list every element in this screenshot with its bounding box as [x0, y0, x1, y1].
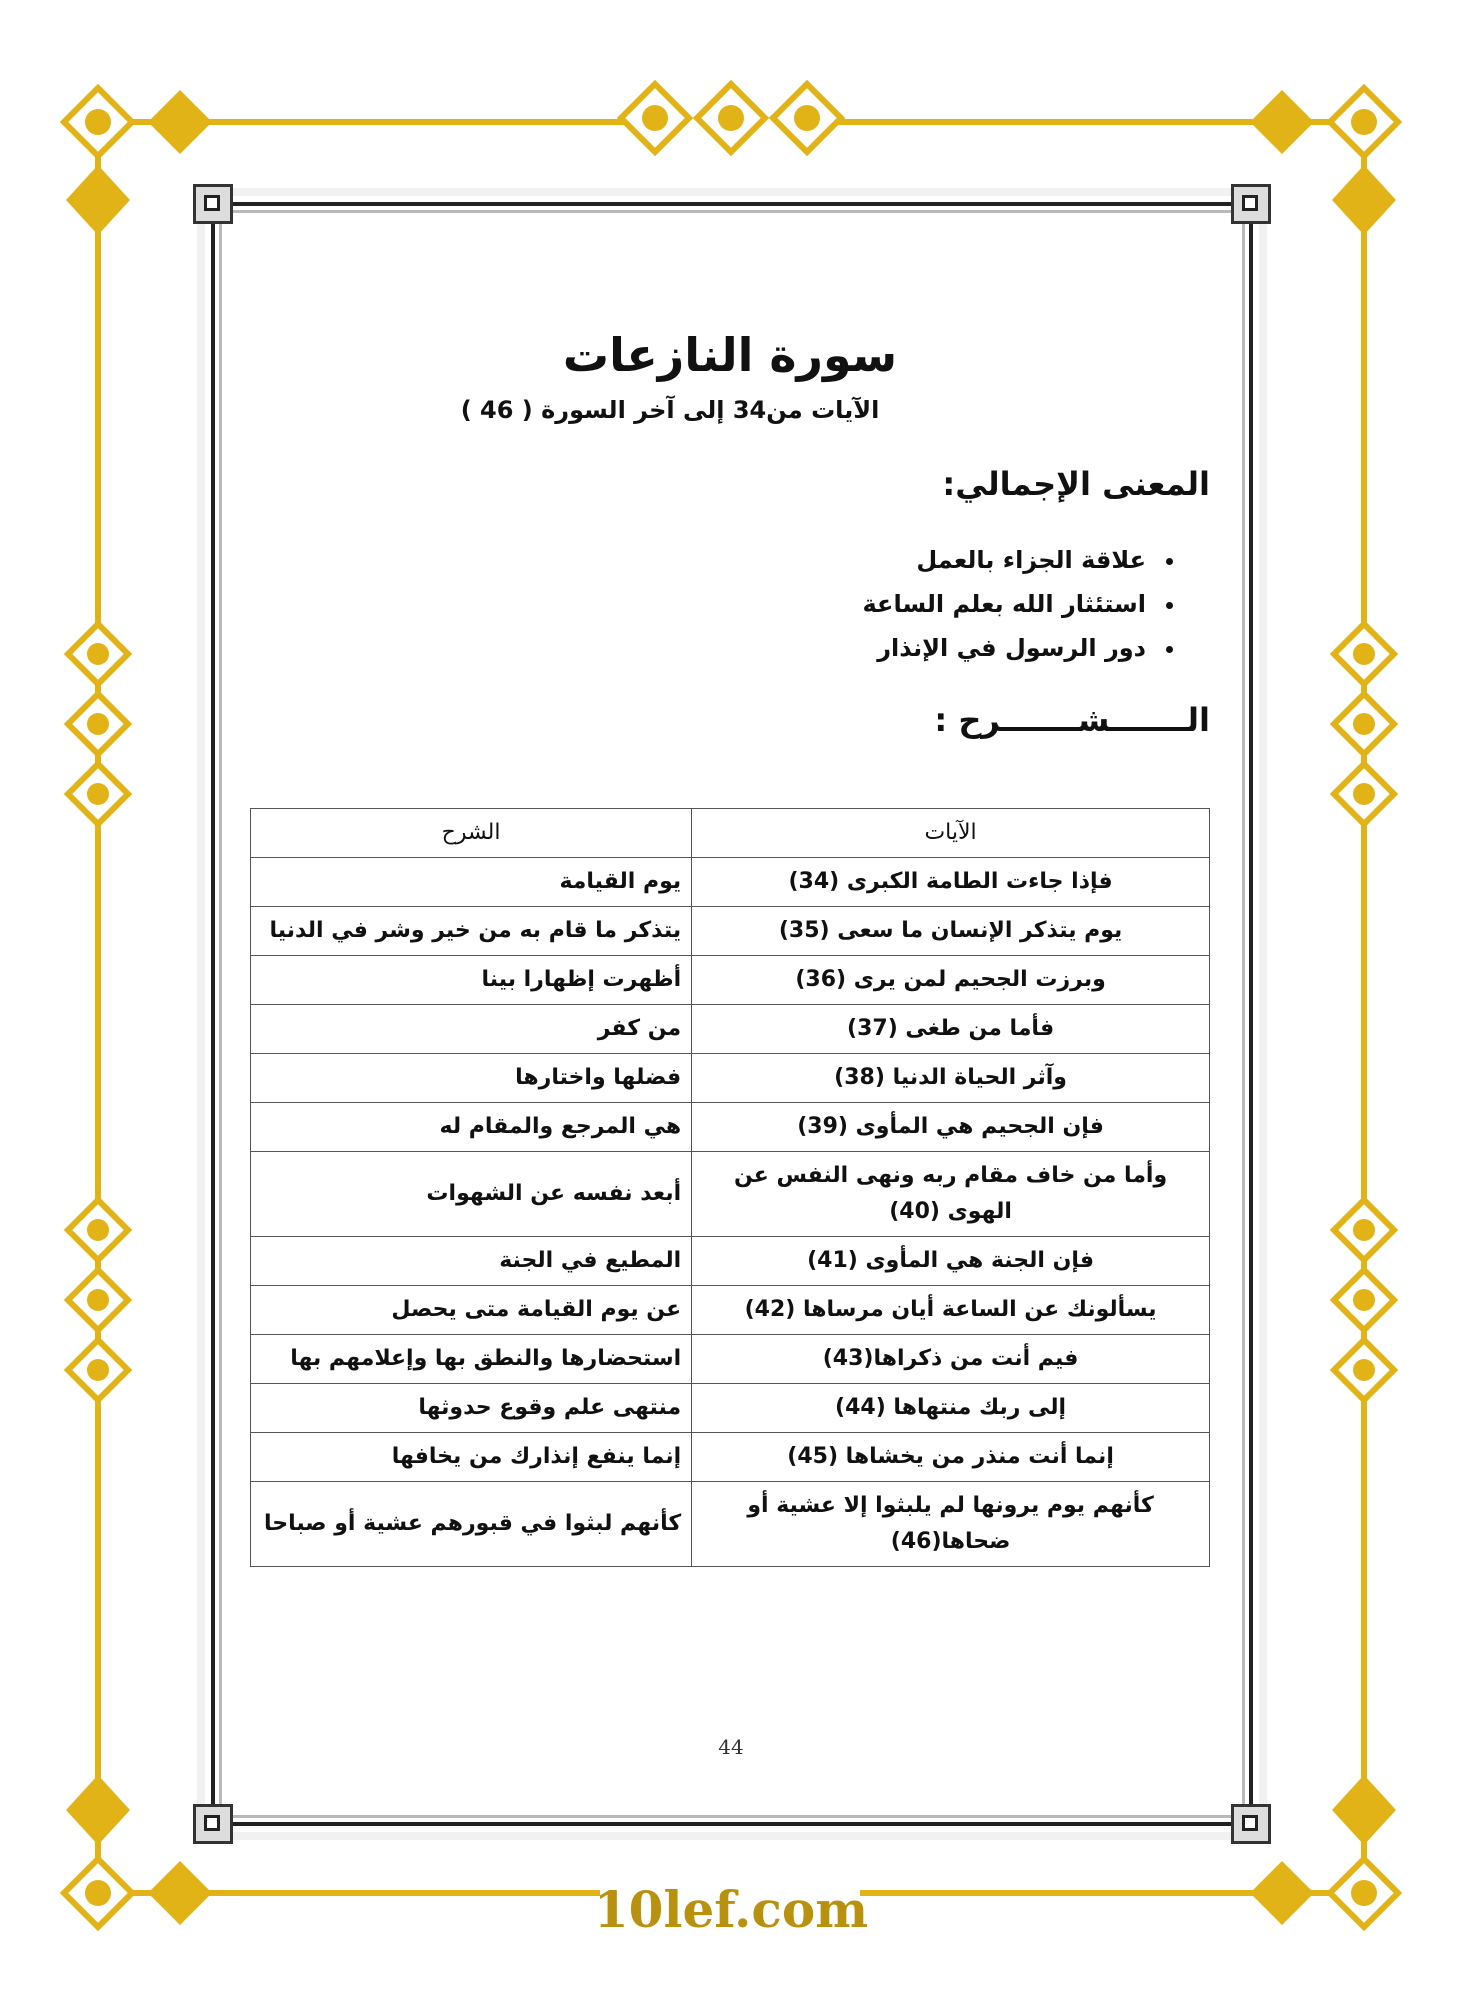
verse-cell: فأما من طغى (37)	[692, 1005, 1210, 1054]
verse-cell: وأما من خاف مقام ربه ونهى النفس عن الهوى (40)	[692, 1152, 1210, 1237]
corner-ornament-bottom-left	[193, 1804, 233, 1844]
summary-heading: المعنى الإجمالي:	[942, 465, 1210, 503]
meaning-cell: كأنهم لبثوا في قبورهم عشية أو صباحا	[251, 1482, 692, 1567]
meaning-cell: المطيع في الجنة	[251, 1237, 692, 1286]
table-row	[251, 956, 1210, 1005]
site-watermark: 10lef.com	[593, 1880, 869, 1939]
tafsir-table	[250, 808, 1210, 1567]
column-header-explanation: الشرح	[251, 809, 692, 858]
verse-cell: وآثر الحياة الدنيا (38)	[692, 1054, 1210, 1103]
verse-cell: فإن الجحيم هي المأوى (39)	[692, 1103, 1210, 1152]
verse-cell: إنما أنت منذر من يخشاها (45)	[692, 1433, 1210, 1482]
table-row	[251, 1005, 1210, 1054]
verse-cell: إلى ربك منتهاها (44)	[692, 1384, 1210, 1433]
corner-ornament-top-left	[193, 184, 233, 224]
table-row	[251, 1286, 1210, 1335]
table-row	[251, 1384, 1210, 1433]
page-number: 44	[718, 1735, 744, 1759]
verse-cell: فإذا جاءت الطامة الكبرى (34)	[692, 858, 1210, 907]
verse-cell: يوم يتذكر الإنسان ما سعى (35)	[692, 907, 1210, 956]
meaning-cell: فضلها واختارها	[251, 1054, 692, 1103]
verses-range-subtitle: الآيات من34 إلى آخر السورة ( 46 )	[460, 396, 880, 424]
verse-cell: فإن الجنة هي المأوى (41)	[692, 1237, 1210, 1286]
table-row	[251, 1433, 1210, 1482]
summary-point: • استئثار الله بعلم الساعة	[250, 582, 1152, 626]
summary-point: • علاقة الجزاء بالعمل	[250, 538, 1152, 582]
table-row	[251, 1152, 1210, 1237]
verse-cell: فيم أنت من ذكراها(43)	[692, 1335, 1210, 1384]
table-row	[251, 907, 1210, 956]
surah-title: سورة النازعات	[562, 328, 898, 382]
meaning-cell: يوم القيامة	[251, 858, 692, 907]
meaning-cell: أظهرت إظهارا بينا	[251, 956, 692, 1005]
meaning-cell: منتهى علم وقوع حدوثها	[251, 1384, 692, 1433]
verse-cell: يسألونك عن الساعة أيان مرساها (42)	[692, 1286, 1210, 1335]
column-header-verses: الآيات	[692, 809, 1210, 858]
explanation-heading: الـــــــشـــــــرح :	[934, 701, 1210, 739]
corner-ornament-top-right	[1231, 184, 1271, 224]
table-header-row	[251, 809, 1210, 858]
meaning-cell: استحضارها والنطق بها وإعلامهم بها	[251, 1335, 692, 1384]
meaning-cell: يتذكر ما قام به من خير وشر في الدنيا	[251, 907, 692, 956]
table-row	[251, 1103, 1210, 1152]
meaning-cell: أبعد نفسه عن الشهوات	[251, 1152, 692, 1237]
page-content	[250, 320, 1210, 748]
meaning-cell: من كفر	[251, 1005, 692, 1054]
table-row	[251, 1482, 1210, 1567]
summary-point: • دور الرسول في الإنذار	[250, 626, 1152, 670]
corner-ornament-bottom-right	[1231, 1804, 1271, 1844]
meaning-cell: هي المرجع والمقام له	[251, 1103, 692, 1152]
verse-cell: كأنهم يوم يرونها لم يلبثوا إلا عشية أو ضحاها(46)	[692, 1482, 1210, 1567]
table-row	[251, 1237, 1210, 1286]
meaning-cell: إنما ينفع إنذارك من يخافها	[251, 1433, 692, 1482]
verse-cell: وبرزت الجحيم لمن يرى (36)	[692, 956, 1210, 1005]
summary-list	[250, 538, 1152, 670]
table-row	[251, 1054, 1210, 1103]
table-row	[251, 1335, 1210, 1384]
meaning-cell: عن يوم القيامة متى يحصل	[251, 1286, 692, 1335]
table-row	[251, 858, 1210, 907]
